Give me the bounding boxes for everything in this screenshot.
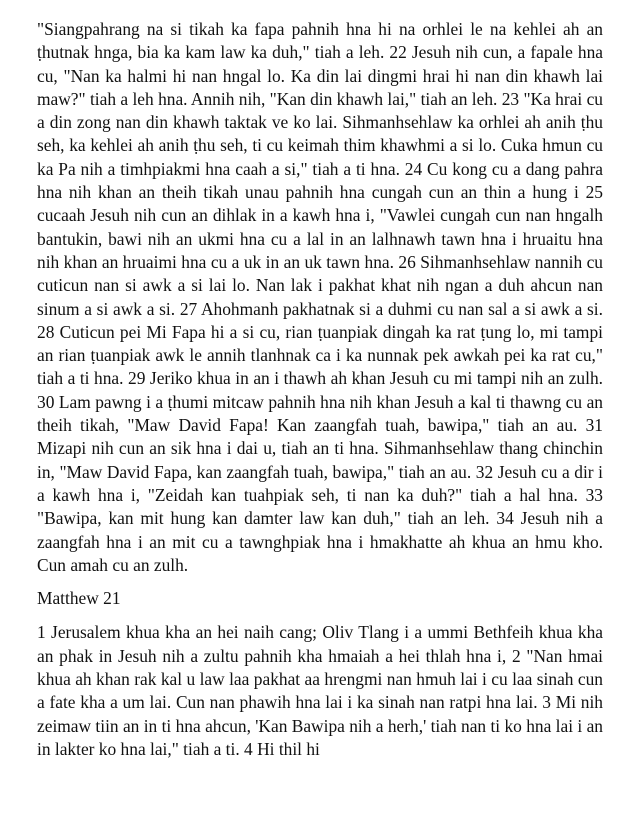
document-page [37, 18, 603, 761]
scripture-paragraph: 1 Jerusalem khua kha an hei naih cang; Oliv Tlang i a ummi Bethfeih khua kha an phak in Jesuh nih a zultu pahnih kha hmaiah a hei thlah hna i, 2 "Nan hmai khua ah khan rak kal u law laa pakhat aa hrengmi nan hmuh lai i cu laa sinah cun a fate kha a um lai. Cun nan phawih hna lai i ka sinah nan ratpi hna lai. 3 Mi nih zeimaw tiin an in ti hna ahcun, 'Kan Bawipa nih a herh,' tiah nan ti ko hna lai i an in lakter ko hna lai," tiah a ti. 4 Hi thil hi [37, 622, 603, 759]
chapter-heading: Matthew 21 [37, 588, 121, 609]
scripture-paragraph: "Siangpahrang na si tikah ka fapa pahnih hna hi na orhlei le na kehlei ah an ṭhutnak hnga, bia ka kam law ka duh," tiah a leh. 22 Jesuh nih cun, a fapale hna cu, "Nan ka halmi hi nan hngal lo. Ka din lai dingmi hrai hi nan din khawh lai maw?" tiah a leh hna. Annih nih, "Kan din khawh lai," tiah an leh. 23 "Ka hrai cu a din zong nan din khawh taktak ve ko lai. Sihmanhsehlaw ka orhlei ah anih ṭhu seh, ka kehlei ah anih ṭhu seh, ti cu keimah thim khawhmi a si lo. Cuka hmun cu ka Pa nih a timhpiakmi hna caah a si," tiah a ti hna. 24 Cu kong cu a dang pahra hna nih khan an theih tikah unau pahnih hna cungah cun an thin a hung i 25 cucaah Jesuh nih cun an dihlak in a kawh hna i, "Vawlei cungah cun nan hngalh bantukin, bawi nih an ukmi hna cu a lal in an lalhnawh tawn hna i hruaitu hna nih khan an hruaimi hna cu a uk in an uk tawn hna. 26 Sihmanhsehlaw nannih cu cuticun nan si awk a si lai lo. Nan lak i pakhat khat nih ngan a duh ahcun nan sinum a si awk a si. 27 Ahohmanh pakhatnak si a duhmi cu nan sal a si awk a si. 28 Cuticun pei Mi Fapa hi a si cu, rian ṭuanpiak dingah ka rat ṭung lo, mi tampi an rian ṭuanpiak awk le annih tlanhnak ca i ka nunnak pek awkah pei ka rat cu," tiah a ti hna. 29 Jeriko khua in an i thawh ah khan Jesuh cu mi tampi nih an zulh. 30 Lam pawng i a ṭhumi mitcaw pahnih hna nih khan Jesuh a kal ti thawng cu an theih tikah, "Maw David Fapa! Kan zaangfah tuah, bawipa," tiah an au. 31 Mizapi nih cun an sik hna i dai u, tiah an ti hna. Sihmanhsehlaw thang chinchin in, "Maw David Fapa, kan zaangfah tuah, bawipa," tiah an au. 32 Jesuh cu a dir i a kawh hna i, "Zeidah kan tuahpiak seh, ti nan ka duh?" tiah a hal hna. 33 "Bawipa, kan mit hung kan damter law kan duh," tiah an leh. 34 Jesuh nih a zaangfah hna i an mit cu a tawnghpiak hna i hmakhatte ah khua an hmu kho. Cun amah cu an zulh. [37, 19, 603, 575]
